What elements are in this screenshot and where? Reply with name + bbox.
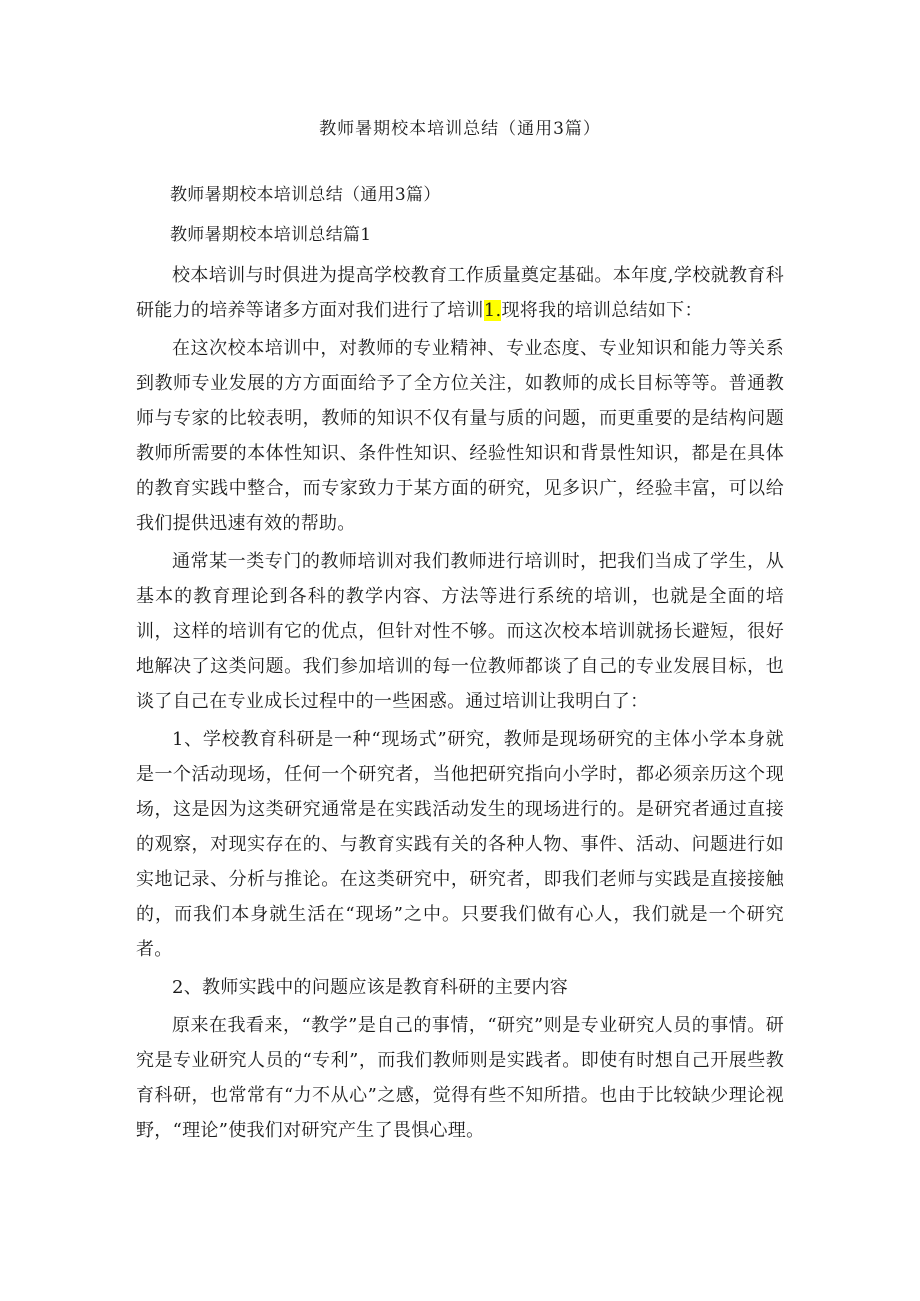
paragraph-subtitle: 教师暑期校本培训总结（通用3篇）	[170, 185, 441, 205]
document-body	[136, 178, 784, 1151]
paragraph-section-heading: 教师暑期校本培训总结篇1	[170, 225, 372, 245]
paragraph-intro	[136, 258, 784, 328]
paragraph-training-focus: 在这次校本培训中，对教师的专业精神、专业态度、专业知识和能力等关系到教师专业发展的方方面面给予了全方位关注，如教师的成长目标等等。普通教师与专家的比较表明，教师的知识不仅有量与质的问题，而更重要的是结构问题教师所需要的本体性知识、条件性知识、经验性知识和背景性知识，都是在具体的教育实践中整合，而专家致力于某方面的研究，见多识广，经验丰富，可以给我们提供迅速有效的帮助。	[136, 338, 784, 534]
paragraph-reflection: 原来在我看来，“教学”是自己的事情，“研究”则是专业研究人员的事情。研究是专业研究人员的“专利”，而我们教师则是实践者。即使有时想自己开展些教育科研，也常常有“力不从心”之感，觉得有些不知所措。也由于比较缺少理论视野，“理论”使我们对研究产生了畏惧心理。	[136, 1015, 784, 1141]
paragraph-intro-before: 校本培训与时俱进为提高学校教育工作质量奠定基础。本年度,学校就教育科研能力的培养等诸多方面对我们进行了培训	[136, 265, 784, 321]
paragraph-point-2-heading: 2、教师实践中的问题应该是教育科研的主要内容	[172, 977, 569, 998]
highlighted-text: 1.	[483, 300, 502, 321]
paragraph-point-1: 1、学校教育科研是一种“现场式”研究，教师是现场研究的主体小学本身就是一个活动现场，任何一个研究者，当他把研究指向小学时，都必须亲历这个现场，这是因为这类研究通常是在实践活动发生的现场进行的。是研究者通过直接的观察，对现实存在的、与教育实践有关的各种人物、事件、活动、问题进行如实地记录、分析与推论。在这类研究中，研究者，即我们老师与实践是直接接触的，而我们本身就生活在“现场”之中。只要我们做有心人，我们就是一个研究者。	[136, 729, 784, 960]
document-title: 教师暑期校本培训总结（通用3篇）	[319, 119, 601, 139]
paragraph-training-method: 通常某一类专门的教师培训对我们教师进行培训时，把我们当成了学生，从基本的教育理论到各科的教学内容、方法等进行系统的培训，也就是全面的培训，这样的培训有它的优点，但针对性不够。而这次校本培训就扬长避短，很好地解决了这类问题。我们参加培训的每一位教师都谈了自己的专业发展目标，也谈了自己在专业成长过程中的一些困惑。通过培训让我明白了：	[136, 551, 784, 712]
paragraph-intro-after: 现将我的培训总结如下：	[501, 300, 703, 321]
